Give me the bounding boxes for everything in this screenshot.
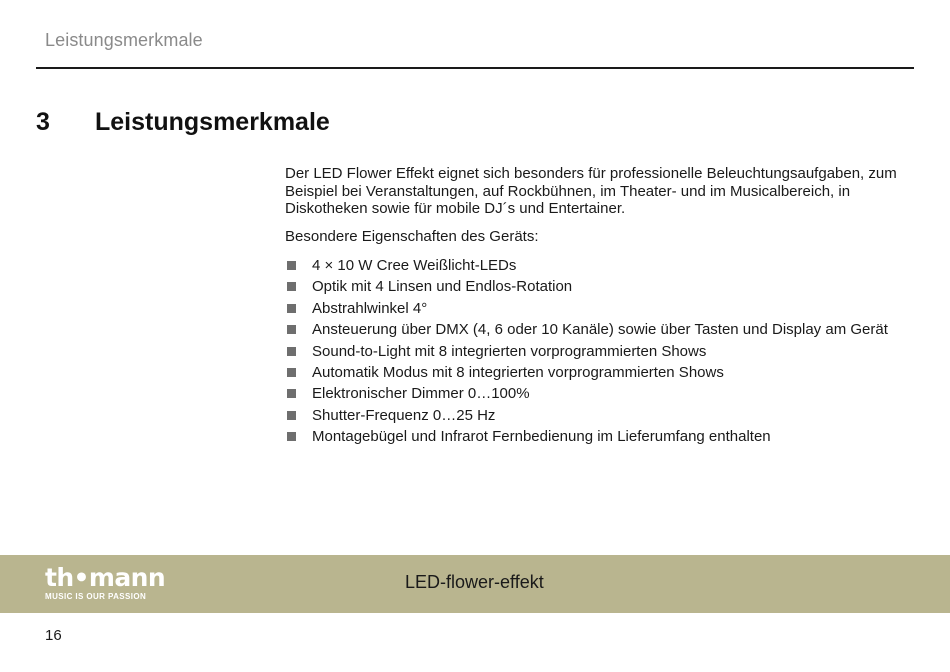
running-header: Leistungsmerkmale [45, 30, 203, 50]
footer-product-name: LED-flower-effekt [405, 572, 544, 592]
feature-item [285, 426, 897, 447]
thomann-logo [45, 563, 166, 603]
feature-item [285, 362, 897, 383]
logo-tagline: MUSIC IS OUR PASSION [45, 592, 147, 601]
square-bullet-icon [287, 411, 296, 420]
square-bullet-icon [287, 282, 296, 291]
intro-paragraph: Der LED Flower Effekt eignet sich besonders für professionelle Beleuchtungsaufgaben, zum Beispiel bei Veranstaltungen, auf Rockbühnen, im Theater- und im Musicalbereich, in Diskotheken sowie für mobile DJ´s und Entertainer. [285, 165, 897, 217]
square-bullet-icon [287, 261, 296, 270]
footer-band [0, 555, 950, 613]
feature-item [285, 255, 897, 276]
feature-item [285, 319, 897, 340]
square-bullet-icon [287, 368, 296, 377]
feature-text: Elektronischer Dimmer 0…100% [312, 385, 530, 403]
header-divider [36, 67, 914, 69]
feature-text: 4 × 10 W Cree Weißlicht-LEDs [312, 257, 517, 274]
feature-item [285, 341, 897, 362]
square-bullet-icon [287, 389, 296, 398]
square-bullet-icon [287, 304, 296, 313]
square-bullet-icon [287, 347, 296, 356]
feature-item [285, 298, 897, 319]
feature-item [285, 405, 897, 426]
feature-text: Sound-to-Light mit 8 integrierten vorprogrammierten Shows [312, 342, 707, 360]
feature-text: Shutter-Frequenz 0…25 Hz [312, 406, 496, 424]
feature-text: Optik mit 4 Linsen und Endlos-Rotation [312, 278, 573, 296]
section-title: Leistungsmerkmale [95, 108, 330, 136]
logo-wordmark: th•mann [45, 563, 166, 592]
feature-text: Montagebügel und Infrarot Fernbedienung im Lieferumfang enthalten [312, 428, 771, 446]
feature-item [285, 383, 897, 404]
square-bullet-icon [287, 432, 296, 441]
page-number: 16 [45, 627, 62, 644]
section-content [285, 165, 897, 448]
features-list [285, 255, 897, 448]
section-number: 3 [36, 108, 50, 136]
feature-item [285, 276, 897, 297]
features-heading: Besondere Eigenschaften des Geräts: [285, 227, 539, 245]
feature-text: Automatik Modus mit 8 integrierten vorprogrammierten Shows [312, 363, 724, 381]
feature-text: Abstrahlwinkel 4° [312, 299, 428, 317]
square-bullet-icon [287, 325, 296, 334]
feature-text: Ansteuerung über DMX (4, 6 oder 10 Kanäle) sowie über Tasten und Display am Gerät [312, 321, 888, 339]
